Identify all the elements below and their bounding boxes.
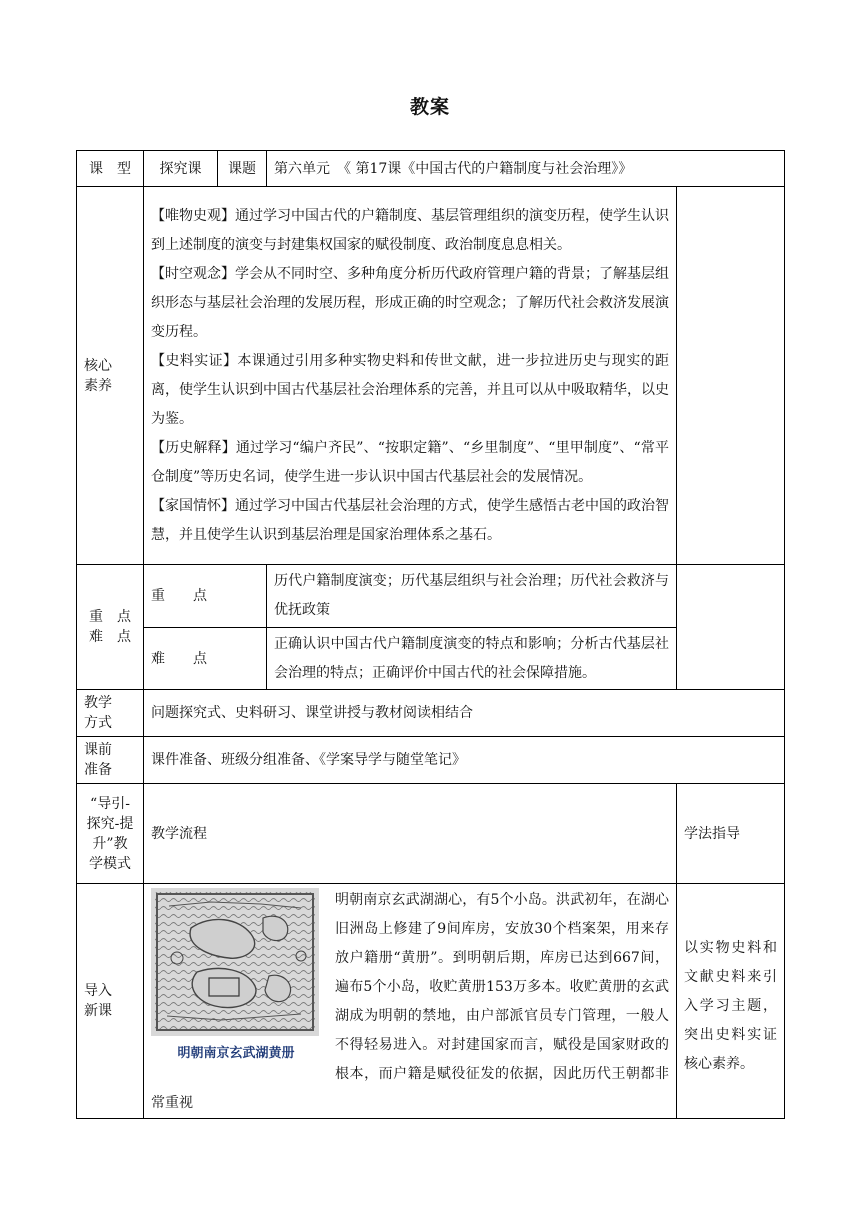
- intro-row: [77, 884, 785, 1119]
- literacy-empty-cell: [677, 187, 785, 565]
- page-title: 教案: [409, 96, 450, 118]
- intro-guide-text: 以实物史料和文献史料来引入学习主题，突出史料实证核心素养。: [677, 884, 785, 1119]
- yellow-register-figure: [151, 888, 321, 1064]
- method-text: 问题探究式、史料研习、课堂讲授与教材阅读相结合: [144, 690, 785, 737]
- lesson-type-row: [77, 151, 785, 187]
- flow-label: 教学流程: [144, 784, 677, 884]
- literacy-text: 本课通过引用多种实物史料和传世文献，进一步拉进历史与现实的距离，使学生认识到中国古代基层社会治理体系的完善，并且可以从中吸取精华，以史为鉴。: [151, 352, 670, 427]
- literacy-tag: 【时空观念】: [151, 265, 235, 282]
- literacy-text: 通过学习中国古代基层社会治理的方式，使学生感悟古老中国的政治智慧，并且使学生认识到基层治理是国家治理体系之基石。: [151, 497, 669, 543]
- mode-row: [77, 784, 785, 884]
- key-difficult-label: 重 点 难 点: [77, 565, 144, 690]
- lesson-type-label: 课 型: [77, 151, 144, 187]
- literacy-item: [151, 434, 669, 492]
- key-empty-cell: [677, 565, 785, 690]
- guide-label: 学法指导: [677, 784, 785, 884]
- image-caption: 明朝南京玄武湖黄册: [177, 1046, 295, 1061]
- method-row: [77, 690, 785, 737]
- difficult-point-text: 正确认识中国古代户籍制度演变的特点和影响；分析古代基层社会治理的特点；正确评价中国古代的社会保障措施。: [267, 628, 677, 690]
- literacy-tag: 【唯物史观】: [151, 207, 235, 224]
- literacy-tag: 【家国情怀】: [151, 497, 235, 514]
- key-point-row: [77, 565, 785, 628]
- literacy-tag: 【历史解释】: [151, 439, 236, 456]
- literacy-text: 学会从不同时空、多种角度分析历代政府管理户籍的背景；了解基层组织形态与基层社会治理的发展历程，形成正确的时空观念；了解历代社会救济发展演变历程。: [151, 265, 669, 340]
- prep-label: 课前 准备: [77, 737, 144, 784]
- prep-row: [77, 737, 785, 784]
- literacy-item: [151, 202, 669, 260]
- literacy-content: [144, 187, 677, 565]
- literacy-tag: 【史料实证】: [151, 352, 238, 369]
- literacy-item: [151, 492, 669, 550]
- literacy-text: 通过学习“编户齐民”、“按职定籍”、“乡里制度”、“里甲制度”、“常平仓制度”等历史名词，使学生进一步认识中国古代基层社会的发展情况。: [151, 439, 669, 485]
- topic-value: 第六单元 《 第17课《中国古代的户籍制度与社会治理》》: [267, 151, 785, 187]
- prep-text: 课件准备、班级分组准备、《学案导学与随堂笔记》: [144, 737, 785, 784]
- intro-label: 导入 新课: [77, 884, 144, 1119]
- lesson-type-value: 探究课: [144, 151, 218, 187]
- key-point-label: 重 点: [144, 565, 267, 628]
- literacy-text: 通过学习中国古代的户籍制度、基层管理组织的演变历程，使学生认识到上述制度的演变与封建集权国家的赋役制度、政治制度息息相关。: [151, 207, 669, 253]
- intro-text: 明朝南京玄武湖湖心，有5个小岛。洪武初年，在湖心旧洲岛上修建了9间库房，安放30个档案架，用来存放户籍册“黄册”。到明朝后期，库房已达到667间，遍布5个小岛，收贮黄册153万多本。收贮黄册的玄武湖成为明朝的禁地，由户部派官员专门管理，一般人不得轻易进入。对封建国家而言，赋役是国家财政的根本，而户籍是赋役征发的依据，因此历代王朝都非常重视: [151, 892, 669, 1111]
- lesson-plan-table: [76, 150, 785, 1119]
- key-point-text: 历代户籍制度演变；历代基层组织与社会治理；历代社会救济与优抚政策: [267, 565, 677, 628]
- method-label: 教学 方式: [77, 690, 144, 737]
- literacy-row: [77, 187, 785, 565]
- topic-label: 课题: [218, 151, 267, 187]
- literacy-item: [151, 260, 669, 347]
- mode-label: “导引- 探究-提 升”教 学模式: [77, 784, 144, 884]
- literacy-label: 核心 素养: [77, 187, 144, 565]
- difficult-point-label: 难 点: [144, 628, 267, 690]
- literacy-item: [151, 347, 669, 434]
- yellow-register-map-image: [151, 888, 319, 1036]
- intro-content: [144, 884, 677, 1119]
